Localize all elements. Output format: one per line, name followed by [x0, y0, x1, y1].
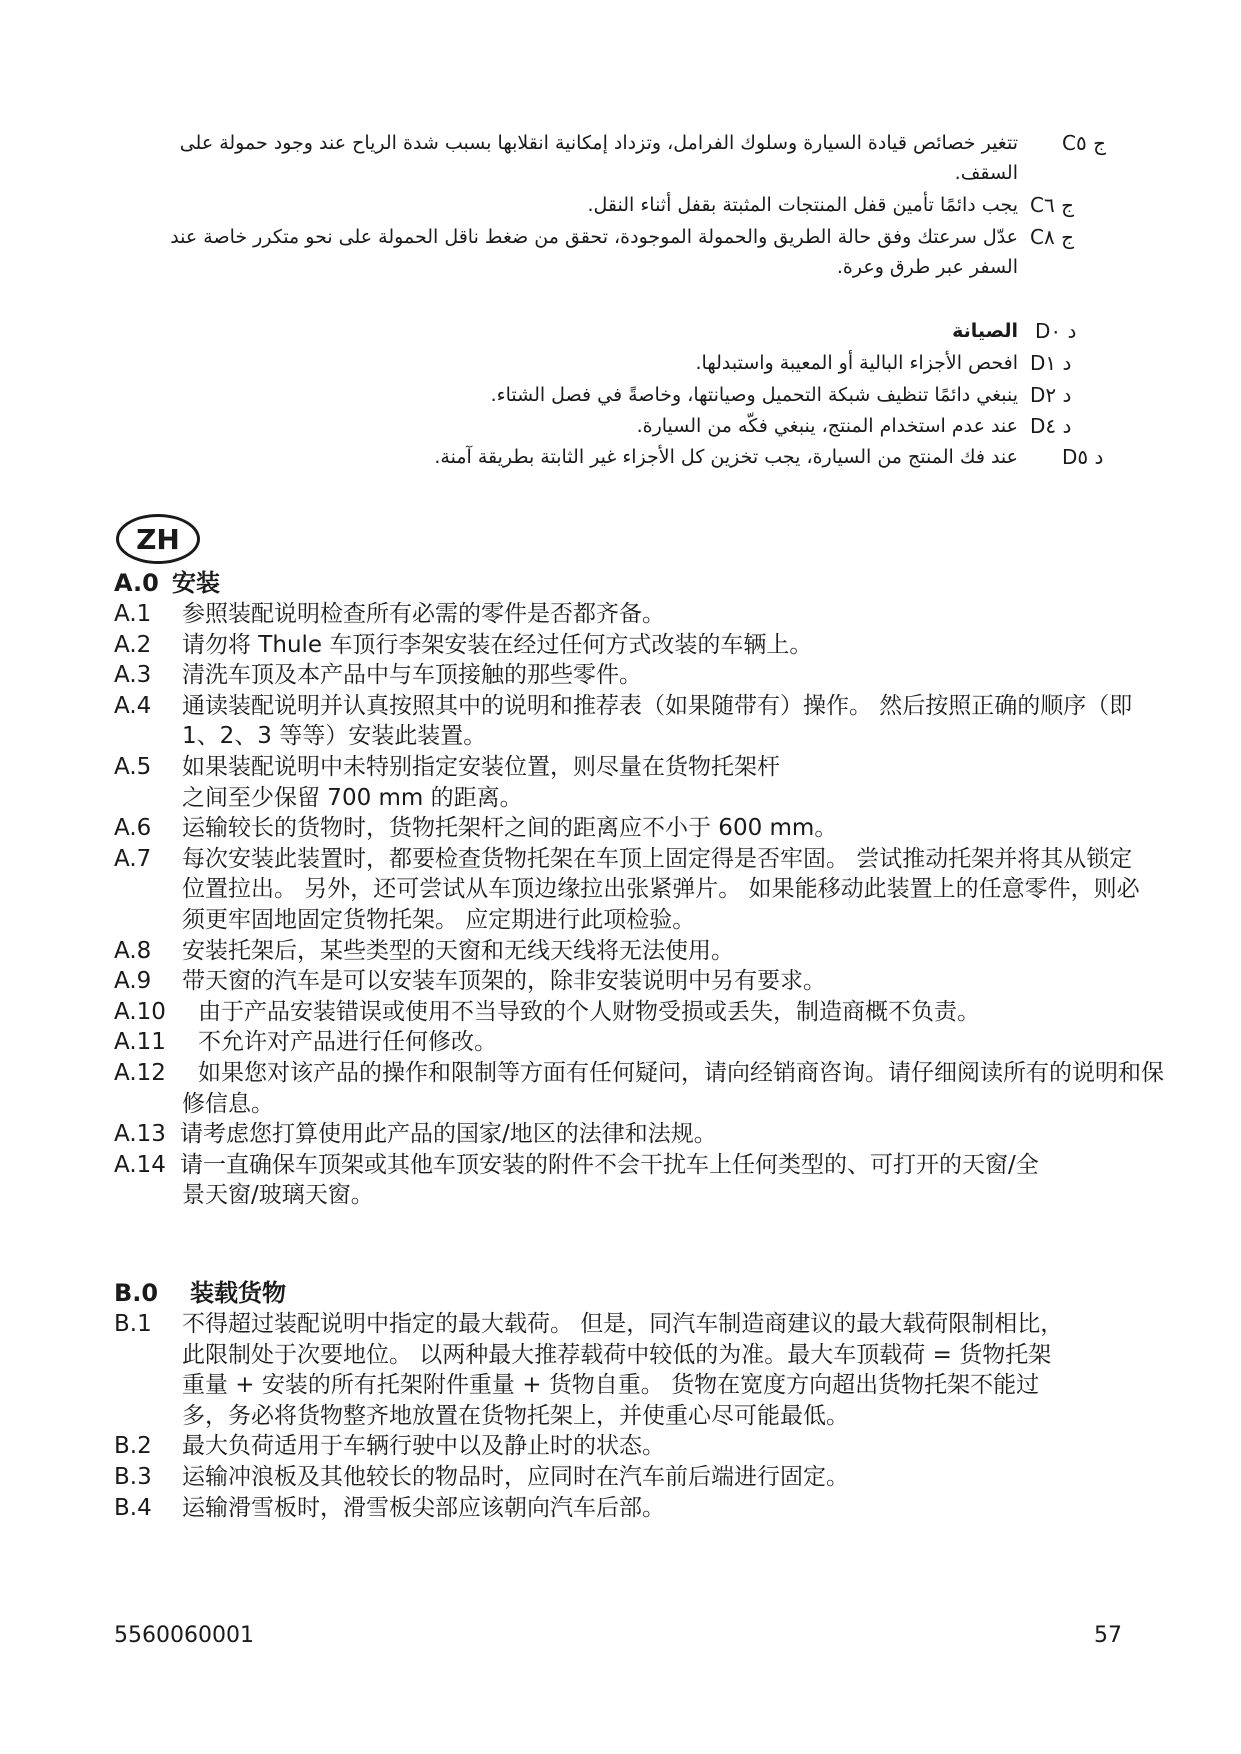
section-b-title: 装载货物 — [190, 1279, 286, 1307]
list-item-a3 — [114, 660, 1164, 691]
item-number: B.3 — [114, 1463, 152, 1490]
item-number: B.4 — [114, 1494, 152, 1521]
item-text: 带天窗的汽车是可以安装车顶架的，除非安装说明中另有要求。 — [182, 968, 826, 995]
arabic-marker-c6: Cج ٦ — [1030, 193, 1074, 217]
arabic-item-d4: عند عدم استخدام المنتج، ينبغي فكّه من السيارة. — [636, 415, 1018, 437]
item-text: 运输冲浪板及其他较长的物品时，应同时在汽车前后端进行固定。 — [182, 1463, 849, 1490]
item-number: A.13 — [114, 1121, 166, 1148]
item-text: 如果装配说明中未特别指定安装位置，则尽量在货物托架杆之间至少保留 700 mm 的距离。 — [182, 753, 780, 811]
item-number: A.11 — [114, 1029, 166, 1056]
list-item-a6 — [114, 813, 1164, 844]
list-item-a8 — [114, 936, 1164, 967]
arabic-marker-d2: Dد ٢ — [1030, 383, 1072, 407]
list-item-a5 — [114, 752, 1164, 813]
section-b-heading — [114, 1277, 1164, 1309]
section-a-title: 安装 — [172, 569, 220, 597]
item-text: 运输滑雪板时，滑雪板尖部应该朝向汽车后部。 — [182, 1494, 665, 1521]
section-a-heading — [114, 567, 1164, 599]
item-number: A.7 — [114, 845, 152, 872]
item-text: 每次安装此装置时，都要检查货物托架在车顶上固定得是否牢固。 尝试推动托架并将其从锁定位置拉出。 另外，还可尝试从车顶边缘拉出张紧弹片。 如果能移动此装置上的任意零件，则必须更牢固地固定货物托架。 应定期进行此项检验。 — [182, 845, 1140, 933]
item-number: A.10 — [114, 998, 166, 1025]
item-number: A.5 — [114, 753, 152, 780]
item-text: 请一直确保车顶架或其他车顶安装的附件不会干扰车上任何类型的、可打开的天窗/全景天窗/玻璃天窗。 — [180, 1151, 1039, 1209]
item-number: A.6 — [114, 815, 152, 842]
arabic-item-c8: عدّل سرعتك وفق حالة الطريق والحمولة الموجودة، تحقق من ضغط ناقل الحمولة على نحو متكرر خاصة عند السفر عبر طرق وعرة. — [170, 226, 1018, 278]
item-number: A.12 — [114, 1059, 166, 1086]
list-item-a11 — [114, 1027, 1164, 1058]
section-a — [114, 567, 1164, 1211]
arabic-marker-c8: Cج ٨ — [1030, 225, 1074, 249]
arabic-item-c6: يجب دائمًا تأمين قفل المنتجات المثبتة بقفل أثناء النقل. — [587, 194, 1018, 216]
item-text: 如果您对该产品的操作和限制等方面有任何疑问，请向经销商咨询。请仔细阅读所有的说明和保修信息。 — [182, 1059, 1164, 1117]
part-number: 5560060001 — [114, 1623, 254, 1648]
list-item-b3 — [114, 1462, 1164, 1493]
section-b-number: B.0 — [114, 1279, 159, 1307]
item-text: 清洗车顶及本产品中与车顶接触的那些零件。 — [182, 662, 642, 689]
list-item-b1 — [114, 1309, 1164, 1431]
arabic-item-c5: تتغير خصائص قيادة السيارة وسلوك الفرامل، وتزداد إمكانية انقلابها بسبب شدة الرياح عند وجود حمولة على السقف. — [179, 132, 1018, 184]
list-item-a12 — [114, 1058, 1164, 1119]
list-item-a1 — [114, 599, 1164, 630]
arabic-item-d5: عند فك المنتج من السيارة، يجب تخزين كل الأجزاء غير الثابتة بطريقة آمنة. — [434, 446, 1018, 468]
arabic-marker-d4: Dد ٤ — [1030, 414, 1072, 438]
item-text: 由于产品安装错误或使用不当导致的个人财物受损或丢失，制造商概不负责。 — [198, 998, 980, 1025]
item-number: B.2 — [114, 1433, 152, 1460]
arabic-item-d1: افحص الأجزاء البالية أو المعيبة واستبدلها. — [695, 352, 1018, 374]
item-number: A.4 — [114, 692, 152, 719]
item-number: A.8 — [114, 937, 152, 964]
item-number: A.3 — [114, 662, 152, 689]
arabic-marker-d5: Dد ٥ — [1062, 445, 1104, 469]
item-number: A.2 — [114, 631, 152, 658]
item-text: 通读装配说明并认真按照其中的说明和推荐表（如果随带有）操作。 然后按照正确的顺序（即 1、2、3 等等）安装此装置。 — [182, 692, 1133, 750]
item-number: A.14 — [114, 1151, 166, 1178]
item-text: 请考虑您打算使用此产品的国家/地区的法律和法规。 — [180, 1121, 717, 1148]
item-text: 安装托架后，某些类型的天窗和无线天线将无法使用。 — [182, 937, 734, 964]
list-item-a4 — [114, 691, 1164, 752]
list-item-a7 — [114, 844, 1164, 936]
list-item-a9 — [114, 966, 1164, 997]
language-badge-zh: ZH — [116, 514, 200, 564]
arabic-marker-c5: Cج ٥ — [1062, 131, 1106, 155]
item-text: 参照装配说明检查所有必需的零件是否都齐备。 — [182, 601, 665, 627]
list-item-a14 — [114, 1150, 1164, 1211]
item-text: 不允许对产品进行任何修改。 — [198, 1029, 497, 1056]
arabic-item-d2: ينبغي دائمًا تنظيف شبكة التحميل وصيانتها، وخاصةً في فصل الشتاء. — [490, 384, 1018, 406]
arabic-marker-d1: Dد ١ — [1030, 351, 1072, 375]
item-number: B.1 — [114, 1311, 152, 1337]
item-text: 不得超过装配说明中指定的最大载荷。 但是，同汽车制造商建议的最大载荷限制相比，此限制处于次要地位。 以两种最大推荐载荷中较低的为准。最大车顶载荷 = 货物托架重量 + 安装的所有托架附件重量 + 货物自重。 货物在宽度方向超出货物托架不能过多，务必将货物整齐地放置在货物托架上，并使重心尽可能最低。 — [182, 1311, 1064, 1429]
item-number: A.1 — [114, 601, 152, 627]
item-text: 最大负荷适用于车辆行驶中以及静止时的状态。 — [182, 1433, 665, 1460]
list-item-b4 — [114, 1493, 1164, 1524]
page-number: 57 — [1094, 1623, 1122, 1648]
section-a-number: A.0 — [114, 569, 159, 597]
item-number: A.9 — [114, 968, 152, 995]
arabic-heading-maintenance: الصيانة — [952, 320, 1018, 342]
list-item-a2 — [114, 630, 1164, 661]
list-item-b2 — [114, 1431, 1164, 1462]
list-item-a10 — [114, 997, 1164, 1028]
section-b — [114, 1277, 1164, 1523]
list-item-a13 — [114, 1119, 1164, 1150]
item-text: 运输较长的货物时，货物托架杆之间的距离应不小于 600 mm。 — [182, 815, 838, 842]
arabic-marker-d0: Dد ٠ — [1035, 319, 1077, 343]
item-text: 请勿将 Thule 车顶行李架安装在经过任何方式改装的车辆上。 — [182, 631, 813, 658]
